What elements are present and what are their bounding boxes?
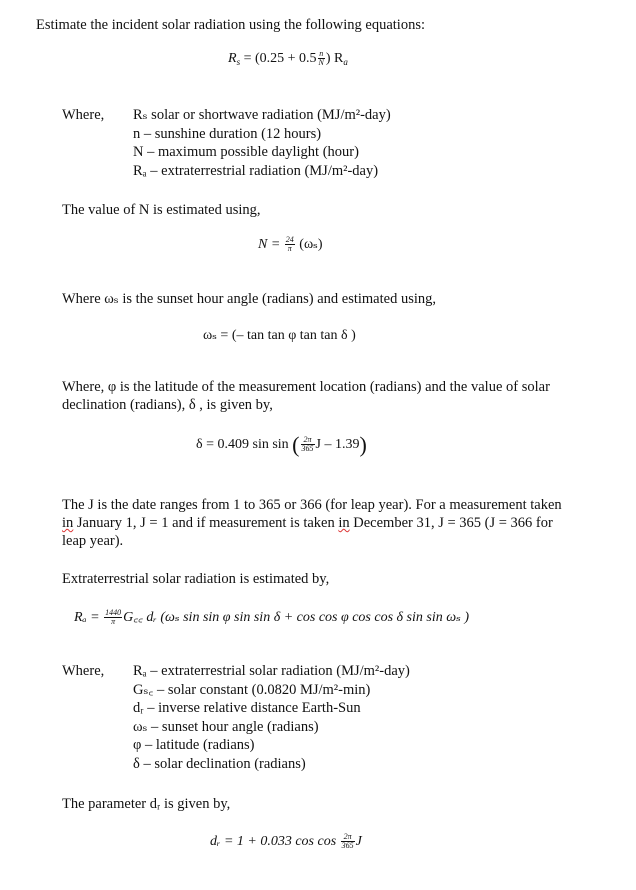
eq1-frac-den: N [318,58,324,68]
j-text-mid: January 1, J = 1 and if measurement is taken [73,515,339,531]
ra-intro-text: Extraterrestrial solar radiation is estimated by, [62,571,330,587]
eq1-mid: = (0.25 + 0.5 [240,51,317,66]
equation-dr [210,833,362,851]
j-text-line3: leap year). [62,533,124,549]
j-text-in-1: in [62,515,74,531]
eq1-rhs-sub: a [343,57,348,67]
eq2-fraction [285,236,295,253]
omega-intro-text: Where ωₛ is the sunset hour angle (radians) and estimated using, [62,291,437,307]
phi-text-line1: Where, φ is the latitude of the measurement location (radians) and the value of solar [62,379,550,395]
eq2-lhs: N = [258,237,284,252]
eq6-rhs: J [355,834,362,849]
where1-item: n – sunshine duration (12 hours) [133,125,322,142]
where2-item: δ – solar declination (radians) [133,755,306,772]
equation-delta [196,432,367,457]
eq6-frac-den: 365 [341,841,354,851]
j-text-end: December 31, J = 365 (J = 366 for [349,515,553,531]
j-text-line2 [62,514,553,532]
eq6-frac-num: 2π [341,833,355,842]
eq4-rhs: J – 1.39 [315,437,360,452]
where1-item: Rₛ solar or shortwave radiation (MJ/m²-day) [133,107,391,123]
where2-item: ωₛ – sunset hour angle (radians) [133,718,319,735]
eq5-frac-num: 1440 [105,608,122,618]
eq5-lhs: Rₐ = [74,610,104,625]
j-text-in-2: in [338,515,350,531]
where2-item: dᵣ – inverse relative distance Earth-Sun [133,700,361,716]
eq5-frac-den: π [111,617,116,627]
eq5-rhs: G꜀꜀ dᵣ (ωₛ sin sin φ sin sin δ + cos cos φ cos cos δ sin sin ωₛ ) [123,610,469,625]
eq1-lhs: R [228,51,237,66]
eq4-frac-den: 365 [301,444,314,454]
eq2-frac-den: π [287,244,292,254]
eq4-frac-num: 2π [301,436,315,445]
phi-text-line2: declination (radians), δ , is given by, [62,397,273,413]
eq1-lhs-sub: s [236,57,241,67]
equation-ra [74,609,469,627]
intro-text: Estimate the incident solar radiation using the following equations: [36,17,426,33]
eq4-lhs: δ = 0.409 sin sin [196,437,293,452]
eq4-close-paren: ) [359,432,367,457]
where1-list [133,106,391,180]
equation-rs [228,50,348,71]
n-intro-text: The value of N is estimated using, [62,202,261,218]
eq6-lhs: dᵣ = 1 + 0.033 cos cos [210,834,340,849]
eq4-open-paren: ( [292,432,300,457]
where2-item: Rₐ – extraterrestrial solar radiation (MJ/m²-day) [133,663,410,679]
eq1-frac-num: n [319,49,324,59]
eq4-fraction [301,436,315,453]
where1-item: Rₐ – extraterrestrial radiation (MJ/m²-day) [133,162,379,179]
where2-item: Gₛ꜀ – solar constant (0.0820 MJ/m²-min) [133,681,371,698]
eq2-frac-num: 24 [285,235,294,245]
j-text-line1: The J is the date ranges from 1 to 365 or 366 (for leap year). For a measurement taken [62,497,562,513]
eq6-fraction [341,833,355,850]
where2-label: Where, [62,663,105,679]
eq2-rhs: (ωₛ) [295,237,323,252]
eq1-rhs: ) R [325,51,344,66]
where2-list [133,662,410,773]
equation-omega: ωₛ = (– tan tan φ tan tan δ ) [203,328,356,343]
where1-item: N – maximum possible daylight (hour) [133,144,359,160]
where1-label: Where, [62,107,105,123]
eq5-fraction [104,609,122,626]
dr-intro-text: The parameter dᵣ is given by, [62,796,231,812]
eq1-fraction [318,50,325,67]
where2-item: φ – latitude (radians) [133,737,255,753]
equation-n [258,236,323,254]
